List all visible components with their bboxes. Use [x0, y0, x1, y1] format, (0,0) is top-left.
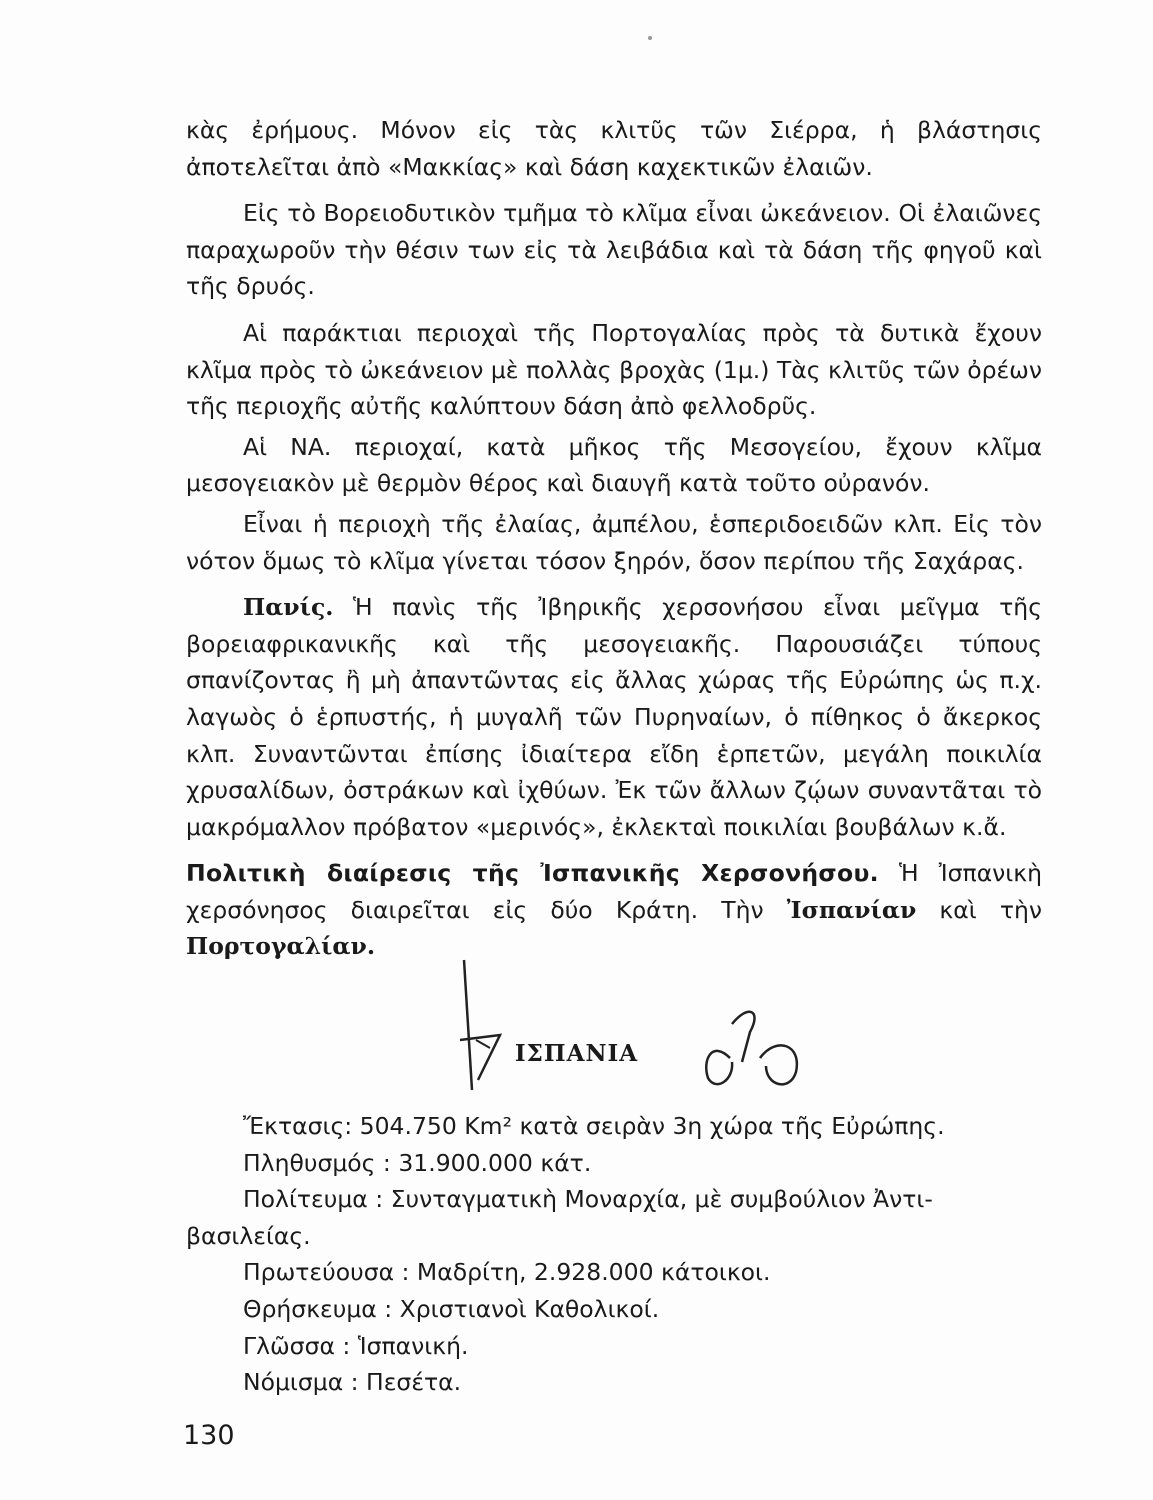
paragraph-1: κὰς ἐρήμους. Μόνον εἰς τὰς κλιτῦς τῶν Σιέρρα, ἡ βλάστησις ἀποτελεῖται ἀπὸ «Μακκίας» καὶ δάση καχεκτικῶν ἐλαιῶν. — [186, 116, 1042, 181]
fauna-text: Ἡ πανὶς τῆς Ἰβηρικῆς χερσονήσου εἶναι μεῖγμα τῆς βορειαφρικανικῆς καὶ τῆς μεσογειακῆς. Παρουσιάζει τύπους σπανίζοντας ἢ μὴ ἀπαντῶντας εἰς ἄλλας χώρας τῆς Εὐρώπης ὡς π.χ. λαγωὸς ὁ ἑρπυστής, ἡ μυγαλῆ τῶν Πυρηναίων, ὁ πίθηκος ὁ ἄκερκος κλπ. Συναντῶνται ἐπίσης ἰδιαίτερα εἴδη ἑρπετῶν, μεγάλη ποικιλία χρυσαλίδων, ὀστράκων καὶ ἰχθύων. Ἐκ τῶν ἄλλων ζῴων συναντᾶται τὸ μακρόμαλλον πρόβατον «μερινός», ἐκλεκταὶ ποικιλίαι βουβάλων κ.ἄ. — [186, 593, 1042, 841]
paragraph-4: Αἱ ΝΑ. περιοχαί, κατὰ μῆκος τῆς Μεσογείου, ἔχουν κλῖμα μεσογειακὸν μὲ θερμὸν θέρος καὶ διαυγῆ κατὰ τοῦτο οὐρανόν. — [186, 432, 1042, 498]
body-text — [186, 112, 1042, 965]
page-number: 130 — [183, 1420, 235, 1451]
political-text-a: Ἡ Ἰσπανικὴ χερσόνησος διαιρεῖται εἰς δύο Κράτη. Τὴν — [186, 859, 1043, 924]
handwritten-mark — [450, 940, 810, 1110]
fact-language: Γλῶσσα : Ἱσπανική. — [243, 1331, 469, 1360]
paper-speck — [648, 36, 652, 40]
section-title: ΙΣΠΑΝΙΑ — [514, 1040, 639, 1067]
country-facts — [186, 1108, 1042, 1401]
fact-area: Ἔκτασις: 504.750 Km² κατὰ σειρὰν 3η χώρα τῆς Εὐρώπης. — [243, 1112, 945, 1140]
paragraph-3: Αἱ παράκτιαι περιοχαὶ τῆς Πορτογαλίας πρὸς τὰ δυτικὰ ἔχουν κλῖμα πρὸς τὸ ὠκεάνειον μὲ πολλὰς βροχὰς (1μ.) Τὰς κλιτῦς τῶν ὀρέων τῆς περιοχῆς αὐτῆς καλύπτουν δάση ἀπὸ φελλοδρῦς. — [186, 318, 1042, 421]
fact-religion: Θρήσκευμα : Χριστιανοὶ Καθολικοί. — [243, 1294, 660, 1323]
spain-term: Ἰσπανίαν — [786, 895, 917, 924]
paragraph-2: Εἰς τὸ Βορειοδυτικὸν τμῆμα τὸ κλῖμα εἶναι ὠκεάνειον. Οἱ ἐλαιῶνες παραχωροῦν τὴν θέσιν των εἰς τὰ λειβάδια καὶ τὰ δάση τῆς φηγοῦ καὶ τῆς δρυός. — [186, 199, 1042, 301]
fact-government-cont: βασιλείας. — [186, 1221, 311, 1250]
portugal-term: Πορτογαλίαν. — [186, 932, 375, 961]
fact-currency: Νόμισμα : Πεσέτα. — [243, 1368, 462, 1397]
political-text-b: καὶ τὴν — [916, 895, 1042, 924]
fact-government: Πολίτευμα : Συνταγματικὴ Μοναρχία, μὲ συμβούλιον Ἀντι- — [243, 1185, 933, 1214]
fauna-heading: Πανίς. — [243, 593, 334, 622]
paragraph-5: Εἶναι ἡ περιοχὴ τῆς ἐλαίας, ἀμπέλου, ἑσπεριδοειδῶν κλπ. Εἰς τὸν νότον ὅμως τὸ κλῖμα γίνεται τόσον ξηρόν, ὅσον περίπου τῆς Σαχάρας. — [186, 509, 1042, 575]
political-heading: Πολιτικὴ διαίρεσις τῆς Ἰσπανικῆς Χερσονήσου. — [186, 859, 879, 888]
paragraph-fauna — [186, 589, 1042, 845]
fact-population: Πληθυσμός : 31.900.000 κάτ. — [243, 1148, 592, 1177]
fact-capital: Πρωτεύουσα : Μαδρίτη, 2.928.000 κάτοικοι. — [243, 1258, 771, 1287]
